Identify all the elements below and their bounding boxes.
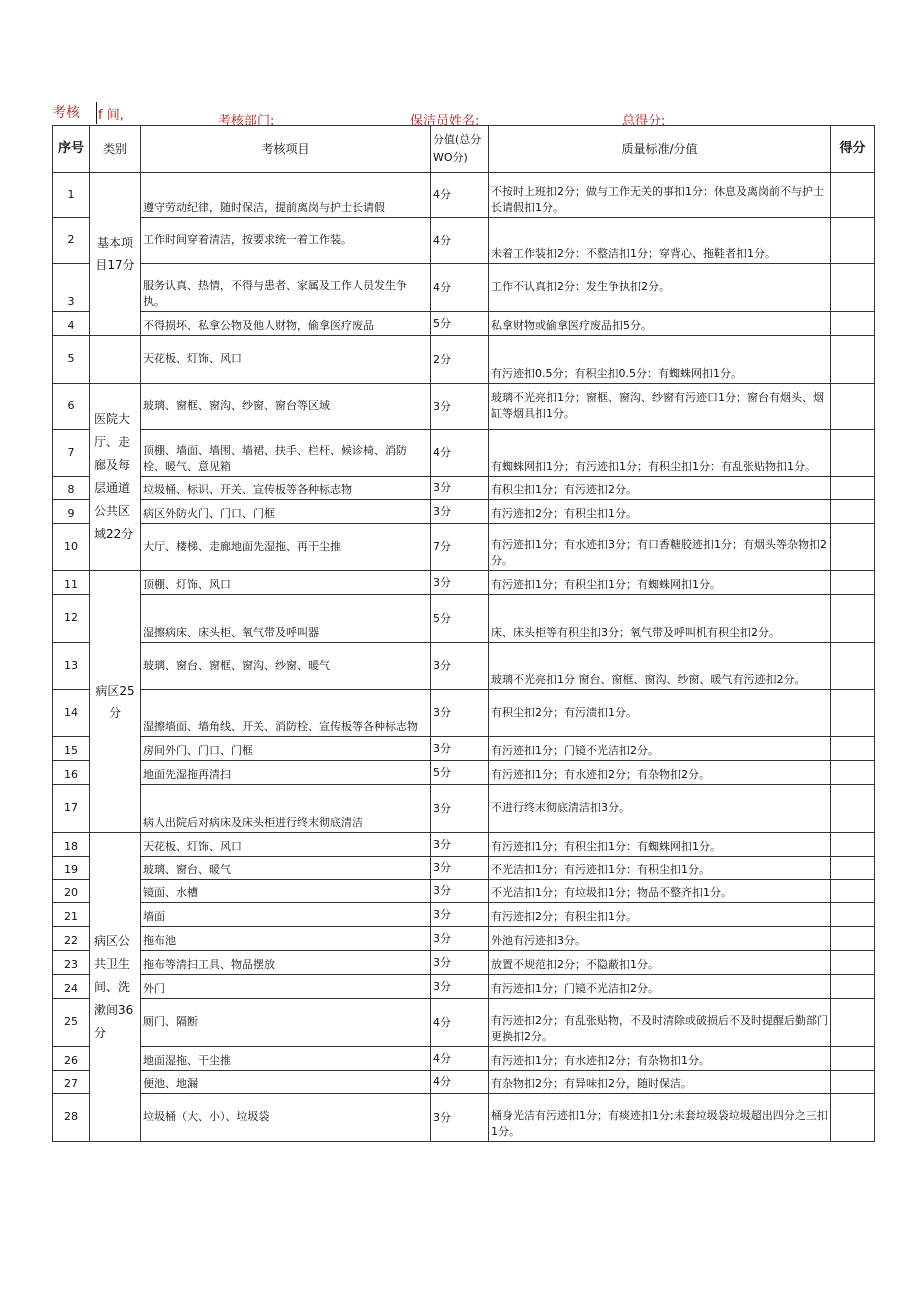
row-no: 10 [53, 524, 90, 571]
row-result[interactable] [831, 595, 875, 643]
table-row [53, 384, 875, 430]
row-item: 地面湿拖、干尘推 [141, 1047, 431, 1071]
row-standard: 不光洁扣1分；有污迹扣1分：有积尘扣1分。 [489, 857, 831, 880]
row-no: 4 [53, 312, 90, 336]
row-result[interactable] [831, 975, 875, 999]
row-result[interactable] [831, 737, 875, 761]
header-divider-mark [96, 102, 97, 124]
category-ward: 病区25分 [90, 571, 141, 833]
table-row [53, 903, 875, 927]
row-result[interactable] [831, 1094, 875, 1142]
row-result[interactable] [831, 477, 875, 500]
row-standard: 有污迹扣1分；有积尘扣1分；有蜘蛛网扣1分。 [489, 571, 831, 595]
assessment-table [52, 125, 875, 1142]
row-standard: 有积尘扣2分；有污渍扣1分。 [489, 690, 831, 737]
row-item: 垃圾桶、标识、开关、宣传板等各种标志物 [141, 477, 431, 500]
row-no: 9 [53, 500, 90, 524]
row-no: 27 [53, 1071, 90, 1094]
row-no: 8 [53, 477, 90, 500]
row-item: 顶棚、灯饰、风口 [141, 571, 431, 595]
row-no: 13 [53, 643, 90, 690]
row-result[interactable] [831, 173, 875, 218]
table-row [53, 737, 875, 761]
row-item: 玻璃、窗台、暖气 [141, 857, 431, 880]
row-result[interactable] [831, 1071, 875, 1094]
row-score: 3分 [431, 477, 489, 500]
row-item: 玻璃、窗台、窗框、窗沟、纱窗、暖气 [141, 643, 431, 690]
row-standard: 有污迹扣1分；门镜不光洁扣2分。 [489, 737, 831, 761]
row-score: 4分 [431, 264, 489, 312]
col-header-item: 考核项目 [141, 126, 431, 173]
row-item: 天花板、灯饰、风口 [141, 833, 431, 857]
header-total-label: 总得分: [622, 114, 666, 129]
row-standard: 不按时上班扣2分；做与工作无关的事扣1分：休息及离岗前不与护士长请假扣1分。 [489, 173, 831, 218]
table-row [53, 833, 875, 857]
table-row [53, 999, 875, 1047]
row-result[interactable] [831, 833, 875, 857]
table-row [53, 643, 875, 690]
category-basic: 基本项目17分 [90, 173, 141, 336]
row-result[interactable] [831, 571, 875, 595]
row-standard: 有污迹扣1分；有水迹扣2分；有杂物扣2分。 [489, 761, 831, 785]
row-standard: 有污迹扣0.5分；有积尘扣0.5分：有蜘蛛网扣1分。 [489, 336, 831, 384]
row-result[interactable] [831, 643, 875, 690]
table-row [53, 312, 875, 336]
row-result[interactable] [831, 690, 875, 737]
row-no: 3 [53, 264, 90, 312]
table-row [53, 927, 875, 951]
row-score: 3分 [431, 833, 489, 857]
row-no: 28 [53, 1094, 90, 1142]
row-item: 湿擦墙面、墙角线、开关、消防栓、宣传板等各种标志物 [141, 690, 431, 737]
row-no: 22 [53, 927, 90, 951]
row-item: 地面先湿拖再清扫 [141, 761, 431, 785]
row-no: 15 [53, 737, 90, 761]
row-score: 3分 [431, 951, 489, 975]
row-standard: 有污迹扣1分；有积尘扣1分：有蜘蛛网扣1分。 [489, 833, 831, 857]
row-score: 3分 [431, 384, 489, 430]
category-public-area: 医院大厅、走廊及每层通道公共区域22分 [90, 384, 141, 571]
row-result[interactable] [831, 761, 875, 785]
row-score: 3分 [431, 737, 489, 761]
row-item: 墙面 [141, 903, 431, 927]
row-result[interactable] [831, 999, 875, 1047]
row-score: 3分 [431, 927, 489, 951]
row-result[interactable] [831, 430, 875, 477]
col-header-score: 分值(总分WO分) [431, 126, 489, 173]
row-no: 7 [53, 430, 90, 477]
table-row [53, 571, 875, 595]
row-item: 便池、地漏 [141, 1071, 431, 1094]
row-standard: 有蜘蛛网扣1分；有污迹扣1分；有积尘扣1分：有乱张贴物扣1分。 [489, 430, 831, 477]
row-result[interactable] [831, 524, 875, 571]
header-cleaner-label: 保洁员姓名: [410, 114, 480, 129]
row-item: 大厅、楼梯、走廊地面先湿拖、再干尘推 [141, 524, 431, 571]
table-row [53, 690, 875, 737]
row-result[interactable] [831, 218, 875, 264]
row-standard: 有污迹扣2分；有积尘扣1分。 [489, 903, 831, 927]
row-score: 3分 [431, 880, 489, 903]
form-header [52, 100, 882, 129]
table-row [53, 264, 875, 312]
row-score: 4分 [431, 1047, 489, 1071]
table-body [53, 173, 875, 1142]
table-row [53, 857, 875, 880]
row-no: 16 [53, 761, 90, 785]
table-row [53, 1094, 875, 1142]
row-score: 3分 [431, 643, 489, 690]
row-item: 服务认真、热情，不得与患者、家属及工作人员发生争执。 [141, 264, 431, 312]
row-score: 3分 [431, 690, 489, 737]
row-score: 4分 [431, 1071, 489, 1094]
header-label-kaohe: 考核 [52, 105, 80, 121]
row-standard: 有杂物扣2分；有异味扣2分，随时保洁。 [489, 1071, 831, 1094]
row-item: 病区外防火门、门口、门框 [141, 500, 431, 524]
row-no: 26 [53, 1047, 90, 1071]
row-score: 5分 [431, 761, 489, 785]
row-result[interactable] [831, 264, 875, 312]
row-standard: 有污迹扣2分；有积尘扣1分。 [489, 500, 831, 524]
table-row [53, 1047, 875, 1071]
row-item: 遵守劳动纪律，随时保洁，提前离岗与护士长请假 [141, 173, 431, 218]
row-item: 天花板、灯饰、风口 [141, 336, 431, 384]
row-item: 厕门、隔断 [141, 999, 431, 1047]
row-score: 3分 [431, 857, 489, 880]
row-result[interactable] [831, 384, 875, 430]
row-item: 玻璃、窗框、窗沟、纱窗、窗台等区域 [141, 384, 431, 430]
row-standard: 桶身光洁有污迹扣1分；有痰迹扣1分;未套垃圾袋垃圾超出四分之三扣1分。 [489, 1094, 831, 1142]
row-item: 镜面、水槽 [141, 880, 431, 903]
table-row [53, 1071, 875, 1094]
row-standard: 放置不规范扣2分；不隐蔽扣1分。 [489, 951, 831, 975]
row-no: 21 [53, 903, 90, 927]
row-standard: 工作不认真扣2分：发生争执扣2分。 [489, 264, 831, 312]
row-standard: 外池有污迹扣3分。 [489, 927, 831, 951]
header-dept-label: 考核部门: [218, 114, 275, 129]
row-no: 19 [53, 857, 90, 880]
header-time-fragment: f 间, [98, 108, 124, 123]
row-score: 3分 [431, 903, 489, 927]
row-item: 顶棚、墙面、墙围、墙裙、扶手、栏杆、候诊椅、消防栓、暖气、意见箱 [141, 430, 431, 477]
row-standard: 床、床头柜等有积尘扣3分；氧气带及呼叫机有积尘扣2分。 [489, 595, 831, 643]
row-result[interactable] [831, 336, 875, 384]
row-standard: 玻璃不光亮扣1分；窗框、窗沟、纱窗有污迹口1分；窗台有烟头、烟缸等烟具扣1分。 [489, 384, 831, 430]
row-result[interactable] [831, 880, 875, 903]
table-row [53, 336, 875, 384]
col-header-category: 类别 [90, 126, 141, 173]
row-score: 3分 [431, 785, 489, 833]
table-row [53, 761, 875, 785]
row-result[interactable] [831, 1047, 875, 1071]
row-score: 5分 [431, 595, 489, 643]
table-row [53, 477, 875, 500]
row-result[interactable] [831, 903, 875, 927]
table-row [53, 218, 875, 264]
row-no: 24 [53, 975, 90, 999]
table-row [53, 430, 875, 477]
row-no: 11 [53, 571, 90, 595]
row-item: 外门 [141, 975, 431, 999]
row-no: 25 [53, 999, 90, 1047]
row-standard: 有污迹扣2分；有乱张贴物，不及时清除或破损后不及时提醒后勤部门更换扣2分。 [489, 999, 831, 1047]
row-standard: 私拿财物或偷拿医疗废品扣5分。 [489, 312, 831, 336]
row-score: 4分 [431, 218, 489, 264]
row-result[interactable] [831, 951, 875, 975]
table-row [53, 524, 875, 571]
row-standard: 不进行终末彻底清洁扣3分。 [489, 785, 831, 833]
row-no: 12 [53, 595, 90, 643]
table-row [53, 595, 875, 643]
row-item: 不得损坏、私拿公物及他人财物，偷拿医疗废品 [141, 312, 431, 336]
row-no: 20 [53, 880, 90, 903]
row-standard: 有积尘扣1分；有污迹扣2分。 [489, 477, 831, 500]
row-no: 5 [53, 336, 90, 384]
row-item: 垃圾桶（大、小）、垃圾袋 [141, 1094, 431, 1142]
row-item: 工作时间穿着清洁，按要求统一着工作装。 [141, 218, 431, 264]
row-item: 拖布池 [141, 927, 431, 951]
row-no: 6 [53, 384, 90, 430]
row-result[interactable] [831, 927, 875, 951]
row-score: 5分 [431, 312, 489, 336]
row-no: 23 [53, 951, 90, 975]
row-no: 17 [53, 785, 90, 833]
row-no: 2 [53, 218, 90, 264]
col-header-standard: 质量标准/分值 [489, 126, 831, 173]
row-score: 3分 [431, 1094, 489, 1142]
row-score: 3分 [431, 500, 489, 524]
category-restroom: 病区公共卫生间、洗漱间36分 [90, 833, 141, 1142]
row-standard: 玻璃不光亮扣1分 窗台、窗框、窗沟、纱窗、暖气有污迹扣2分。 [489, 643, 831, 690]
row-no: 14 [53, 690, 90, 737]
row-item: 湿擦病床、床头柜、氧气带及呼叫器 [141, 595, 431, 643]
row-no: 18 [53, 833, 90, 857]
row-result[interactable] [831, 785, 875, 833]
table-row [53, 785, 875, 833]
row-score: 4分 [431, 999, 489, 1047]
row-score: 3分 [431, 975, 489, 999]
table-row [53, 975, 875, 999]
row-score: 4分 [431, 430, 489, 477]
row-standard: 有污迹扣1分；门镜不光洁扣2分。 [489, 975, 831, 999]
row-item: 房间外门、门口、门框 [141, 737, 431, 761]
row-standard: 不光洁扣1分；有垃圾扣1分；物品不整齐扣1分。 [489, 880, 831, 903]
row-no: 1 [53, 173, 90, 218]
col-header-result: 得分 [831, 126, 875, 173]
row-result[interactable] [831, 312, 875, 336]
table-row [53, 173, 875, 218]
row-standard: 有污迹扣1分；有水迹扣2分；有杂物扣1分。 [489, 1047, 831, 1071]
row-score: 2分 [431, 336, 489, 384]
row-score: 3分 [431, 571, 489, 595]
category-empty [90, 336, 141, 384]
row-item: 病人出院后对病床及床头柜进行终末彻底清洁 [141, 785, 431, 833]
row-item: 拖布等清扫工具、物品摆放 [141, 951, 431, 975]
table-row [53, 951, 875, 975]
row-score: 7分 [431, 524, 489, 571]
row-standard: 有污迹扣1分；有水迹扣3分；有口香糖胶迹扣1分；有烟头等杂物扣2分。 [489, 524, 831, 571]
table-row [53, 880, 875, 903]
table-row [53, 500, 875, 524]
row-standard: 未着工作装扣2分：不整洁扣1分；穿背心、拖鞋者扣1分。 [489, 218, 831, 264]
row-score: 4分 [431, 173, 489, 218]
row-result[interactable] [831, 500, 875, 524]
row-result[interactable] [831, 857, 875, 880]
col-header-no: 序号 [53, 126, 90, 173]
